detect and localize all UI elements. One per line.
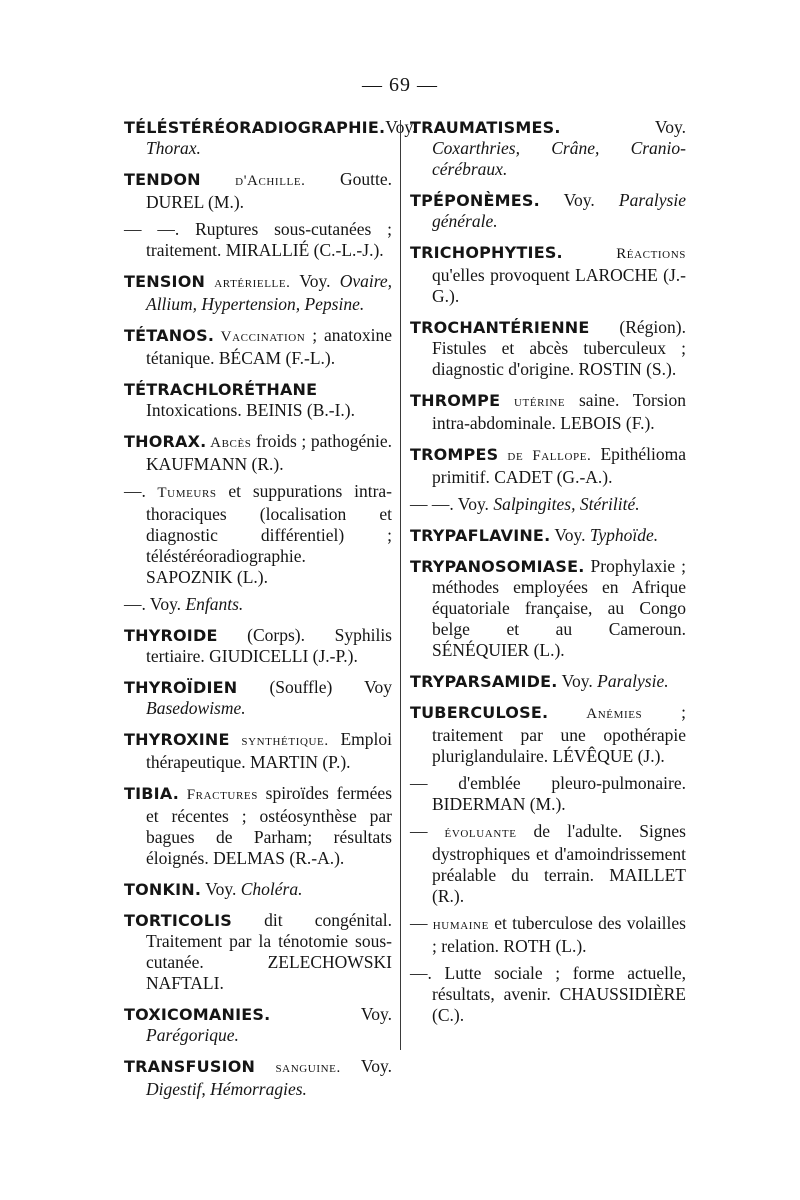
entry-see-prefix: Voy. <box>290 271 340 291</box>
entry-see-prefix: Voy <box>332 677 392 697</box>
entry-headword: THORAX. <box>124 432 207 451</box>
entry-dash: —. <box>124 481 146 501</box>
index-entry <box>410 390 686 434</box>
index-entry <box>124 625 392 667</box>
right-column <box>410 117 686 1036</box>
index-entry <box>410 494 686 515</box>
entry-headword: TRANSFUSION <box>124 1057 256 1076</box>
entry-qualifier: Vaccination <box>214 329 306 345</box>
entry-see-reference: Paralysie. <box>597 671 669 691</box>
entry-headword: TRYPANOSOMIASE. <box>410 557 585 576</box>
entry-see-prefix: Voy. <box>145 594 186 614</box>
index-entry <box>124 481 392 588</box>
index-entry <box>410 963 686 1026</box>
entry-qualifier: Réactions <box>562 246 686 262</box>
entry-headword: TPÉPONÈMES. <box>410 191 540 210</box>
entry-headword: TOXICOMANIES. <box>124 1005 271 1024</box>
entry-text: qu'elles provoquent LAROCHE (J.-G.). <box>432 265 686 306</box>
entry-headword: THYROÏDIEN <box>124 678 238 697</box>
index-entry <box>124 271 392 315</box>
entry-headword: TÉTANOS. <box>124 326 215 345</box>
entry-text: et tuberculose des volailles ; relation. ROTH (L.). <box>432 913 686 956</box>
entry-headword: TENSION <box>124 272 206 291</box>
entry-see-prefix: Voy. <box>539 190 619 210</box>
index-entry <box>124 169 392 213</box>
entry-qualifier: de Fallope. <box>498 448 592 464</box>
entry-text: Epithélioma primitif. CADET (G.-A.). <box>432 444 686 487</box>
entry-see-prefix: Voy. <box>557 671 598 691</box>
entry-see-reference: Enfants. <box>185 594 244 614</box>
index-entry <box>124 910 392 994</box>
entry-headword: TORTICOLIS <box>124 911 232 930</box>
entry-text: Ruptures sous-cutanées ; traitement. MIRALLIÉ (C.-L.-J.). <box>146 219 392 260</box>
entry-text: (Souffle) <box>237 677 333 697</box>
entry-see-prefix: Voy. <box>201 879 241 899</box>
entry-see-prefix: Voy. <box>270 1004 392 1024</box>
entry-see-prefix: Voy. <box>560 117 686 137</box>
index-entry <box>124 1056 392 1100</box>
left-column <box>124 117 417 1110</box>
page-number: — 69 — <box>362 74 438 96</box>
index-entry <box>410 117 686 180</box>
entry-see-reference: Paralysie générale. <box>432 190 686 231</box>
entry-qualifier: utérine <box>500 394 566 410</box>
entry-see-reference: Coxarthries, Crâne, Cranio-cérébraux. <box>432 138 686 179</box>
entry-qualifier: sanguine. <box>255 1060 341 1076</box>
entry-qualifier: Tumeurs <box>145 485 217 501</box>
entry-qualifier: Abcès <box>206 435 252 451</box>
index-entry <box>124 677 392 719</box>
index-entry <box>124 879 392 900</box>
entry-headword: TÉLÉSTÉRÉORADIOGRAPHIE. <box>124 118 386 137</box>
entry-headword: TUBERCULOSE. <box>410 703 549 722</box>
entry-headword: TROCHANTÉRIENNE <box>410 318 590 337</box>
index-entry <box>124 117 417 159</box>
entry-qualifier: Fractures <box>178 787 258 803</box>
entry-dash: —. <box>410 963 432 983</box>
entry-text: spiroïdes fermées et récentes ; ostéosynthèse par bagues de Parham; résultats éloignés. DELMAS (R.-A.). <box>146 783 393 868</box>
entry-dash: — <box>410 821 428 841</box>
entry-dash: — <box>410 773 428 793</box>
entry-see-reference: Typhoïde. <box>589 525 659 545</box>
index-entry <box>124 594 392 615</box>
entry-text: d'emblée pleuro-pulmonaire. BIDERMAN (M.). <box>427 773 686 814</box>
index-entry <box>124 729 392 773</box>
entry-text: ; anatoxine tétanique. BÉCAM (F.-L.). <box>146 325 393 368</box>
entry-headword: TROMPES <box>410 445 499 464</box>
entry-headword: THYROIDE <box>124 626 218 645</box>
entry-text: Prophylaxie ; méthodes employées en Afrique équatoriale française, au Congo belge et au Cameroun. SÉNÉQUIER (L.). <box>432 556 686 660</box>
entry-see-reference: Parégorique. <box>146 1025 239 1045</box>
column-divider <box>400 120 401 1050</box>
entry-text: de l'adulte. Signes dystrophiques et d'amoindrissement préalable du terrain. MAILLET (R.). <box>432 821 686 906</box>
entry-see-reference: Salpingites, Stérilité. <box>493 494 640 514</box>
entry-text: Goutte. DUREL (M.). <box>146 169 392 212</box>
entry-see-prefix: Voy. <box>453 494 494 514</box>
entry-text: dit congénital. Traitement par la ténotomie sous-cutanée. ZELECHOWSKI NAFTALI. <box>146 910 392 993</box>
entry-text: Intoxications. BEINIS (B.-I.). <box>146 400 355 420</box>
entry-headword: THROMPE <box>410 391 501 410</box>
entry-text: et suppurations intra-thoraciques (localisation et diagnostic différentiel) ; téléstéréoradiographie. SAPOZNIK (L.). <box>146 481 392 587</box>
entry-headword: TRAUMATISMES. <box>410 118 561 137</box>
index-entry <box>410 242 686 307</box>
index-entry <box>410 773 686 815</box>
entry-see-reference: Ovaire, Allium, Hypertension, Pepsine. <box>146 271 393 314</box>
index-entry <box>410 671 686 692</box>
entry-dash: — <box>410 913 428 933</box>
entry-qualifier: synthétique. <box>229 733 329 749</box>
index-entry <box>410 702 686 767</box>
entry-dash: — —. <box>124 219 180 239</box>
index-entry <box>124 325 392 369</box>
index-entry <box>124 431 392 475</box>
entry-see-prefix: Voy. <box>385 117 417 137</box>
entry-qualifier: artérielle. <box>205 275 291 291</box>
index-entry <box>124 783 392 869</box>
entry-see-reference: Thorax. <box>146 138 201 158</box>
entry-headword: TÉTRACHLORÉTHANE <box>124 380 318 399</box>
index-entry <box>410 913 686 957</box>
entry-text: (Corps). Syphilis tertiaire. GIUDICELLI (J.-P.). <box>146 625 392 666</box>
entry-qualifier: Anémies <box>548 706 643 722</box>
entry-qualifier: humaine <box>427 917 489 933</box>
index-entry <box>124 379 392 421</box>
entry-headword: TIBIA. <box>124 784 179 803</box>
entry-qualifier: évoluante <box>427 825 517 841</box>
entry-text: Emploi thérapeutique. MARTIN (P.). <box>146 729 392 772</box>
entry-headword: TRICHOPHYTIES. <box>410 243 563 262</box>
index-entry <box>410 556 686 661</box>
index-entry <box>124 219 392 261</box>
entry-headword: TRYPARSAMIDE. <box>410 672 558 691</box>
entry-text: ; traitement par une opothérapie pluriglandulaire. LÉVÊQUE (J.). <box>432 702 686 766</box>
index-entry <box>410 525 686 546</box>
entry-see-reference: Choléra. <box>240 879 303 899</box>
entry-headword: TONKIN. <box>124 880 202 899</box>
index-entry <box>410 317 686 380</box>
entry-headword: TRYPAFLAVINE. <box>410 526 551 545</box>
entry-text: Lutte sociale ; forme actuelle, résultats, avenir. CHAUSSIDIÈRE (C.). <box>431 963 686 1025</box>
entry-text: saine. Torsion intra-abdominale. LEBOIS (F.). <box>432 390 686 433</box>
entry-dash: — —. <box>410 494 454 514</box>
index-entry <box>410 444 686 488</box>
entry-text: (Région). Fistules et abcès tuberculeux ; diagnostic d'origine. ROSTIN (S.). <box>432 317 686 379</box>
index-entry <box>124 1004 392 1046</box>
entry-text: froids ; pathogénie. KAUFMANN (R.). <box>146 431 392 474</box>
entry-see-reference: Basedowisme. <box>146 698 246 718</box>
entry-see-reference: Digestif, Hémorragies. <box>146 1079 307 1099</box>
index-entry <box>410 190 686 232</box>
entry-see-prefix: Voy. <box>550 525 590 545</box>
entry-see-prefix: Voy. <box>340 1056 392 1076</box>
index-entry <box>410 821 686 907</box>
entry-headword: THYROXINE <box>124 730 230 749</box>
entry-headword: TENDON <box>124 170 201 189</box>
entry-dash: —. <box>124 594 146 614</box>
entry-qualifier: d'Achille. <box>200 173 306 189</box>
